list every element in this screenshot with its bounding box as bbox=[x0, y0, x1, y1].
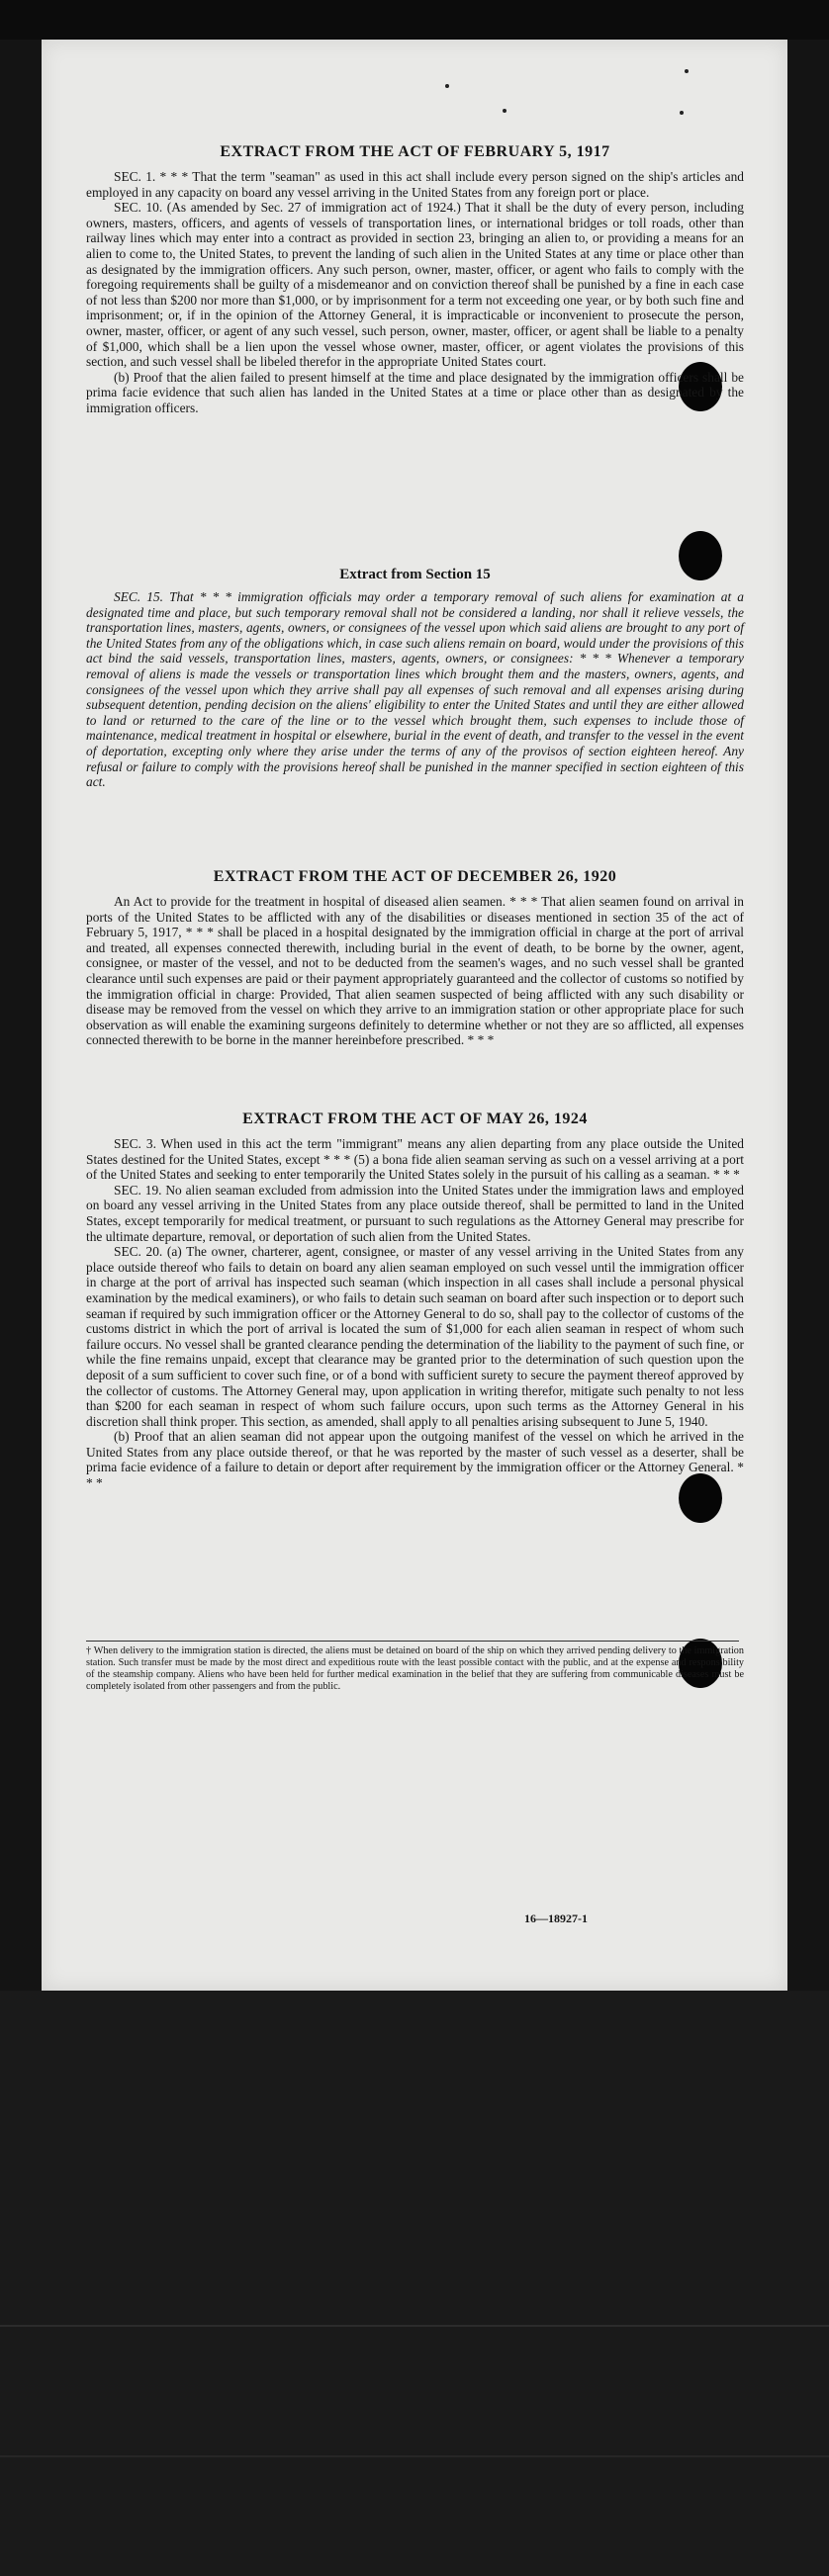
paragraph: SEC. 1. * * * That the term "seaman" as used in this act shall include every person signed on the ship's articles and employed in any capacity on board any vessel arriving in the United States from any foreign port or place. bbox=[86, 169, 744, 200]
paragraph: (b) Proof that the alien failed to present himself at the time and place designated by the immigration officers shall be prima facie evidence that such alien has landed in the United States at a time or place other than as designated by the immigration officers. bbox=[86, 369, 744, 415]
section-heading: EXTRACT FROM THE ACT OF MAY 26, 1924 bbox=[242, 1110, 588, 1127]
scan-speck bbox=[680, 111, 684, 115]
section-heading: EXTRACT FROM THE ACT OF DECEMBER 26, 1920 bbox=[213, 868, 617, 885]
paragraph: SEC. 3. When used in this act the term "immigrant" means any alien departing from any place outside the United States destined for the United States, except * * * (5) a bona fide alien seaman serving as such on a vessel arriving at a port of the United States and seeking to enter temporarily the United States solely in the pursuit of his calling as a seaman. * * * bbox=[86, 1136, 744, 1183]
paragraph: SEC. 15. That * * * immigration officials may order a temporary removal of such aliens for examination at a designated time and place, but such temporary removal shall not be considered a landing, nor shall it relieve vessels, the transportation lines, masters, agents, owners, or consignees of the vessel upon which said aliens are brought to any port of the United States from any of the obligations which, in case such aliens remain on board, would under the provisions of this act bind the said vessels, transportation lines, masters, agents, owners, or consignees: * * * Whenever a temporary removal of aliens is made the vessels or transportation lines which brought them and the masters, owners, agents, and consignees of the vessel upon which they arrive shall pay all expenses of such removal and all expenses arising during subsequent detention, pending decision on the aliens' eligibility to enter the United States and until they are either allowed to land or returned to the care of the line or to the vessel which brought them, such expenses to include those of maintenance, medical treatment in hospital or elsewhere, burial in the event of death, and transfer to the vessel in the event of deportation, excepting only where they arise under the terms of any of the provisos of section eighteen hereof. Any refusal or failure to comply with the provisions hereof shall be punished in the manner specified in section eighteen of this act. bbox=[86, 589, 744, 790]
paragraph: SEC. 20. (a) The owner, charterer, agent, consignee, or master of any vessel arriving in the United States from any place outside thereof who fails to detain on board any alien seaman employed on such vessel until the immigration officer in charge at the port of arrival has inspected such seaman (which inspection in all cases shall include a personal physical examination by the medical examiners), or who fails to detain such seaman on board after such inspection or to deport such seaman if required by such immigration officer or the Attorney General to do so, shall pay to the collector of customs of the customs district in which the port of arrival is located the sum of $1,000 for each alien seaman in respect of whom such failure occurs. No vessel shall be granted clearance pending the determination of the liability to the payment of such fine, or while the fine remains unpaid, except that clearance may be granted prior to the determination of such question upon the deposit of a sum sufficient to cover such fine, or of a bond with sufficient surety to secure the payment thereof approved by the collector of customs. The Attorney General may, upon application in writing therefor, mitigate such penalty to not less than $200 for each seaman in respect of whom such failure occurs, upon such terms as the Attorney General in his discretion shall think proper. This section, as amended, shall apply to all penalties arising subsequent to June 5, 1940. bbox=[86, 1244, 744, 1429]
document-number: 16—18927-1 bbox=[524, 1911, 588, 1925]
film-scratch-line bbox=[0, 2325, 829, 2327]
paragraph: An Act to provide for the treatment in hospital of diseased alien seamen. * * * That alien seamen found on arrival in ports of the United States to be afflicted with any of the disabilities or diseases mentioned in section 35 of the act of February 5, 1917, * * * shall be placed in a hospital designated by the immigration official in charge at the port of arrival and treated, all expenses connected therewith, including burial in the event of death, to be borne by the owner, agent, consignee, or master of the vessel, and not to be deducted from the seamen's wages, and no such vessel shall be granted clearance until such expenses are paid or their payment appropriately guaranteed and the collector of customs so notified by the immigration official in charge: Provided, That alien seamen suspected of being afflicted with any such disability or disease may be removed from the vessel on which they arrive to an immigration station or other appropriate place for such observation as will enable the examining surgeons definitely to determine whether or not they are so afflicted, all expenses connected therewith to be borne in the manner hereinbefore prescribed. * * * bbox=[86, 894, 744, 1048]
footnote: † When delivery to the immigration station is directed, the aliens must be detained on board of the ship on which they arrived pending delivery to the immigration station. Such transfer must be made by the most direct and expeditious route with the least possible contact with the public, and at the expense and responsibility of the steamship company. Aliens who have been held for further medical examination in the belief that they are suffering from communicable diseases must be completely isolated from other passengers and from the public. bbox=[86, 1645, 744, 1692]
section-subheading: Extract from Section 15 bbox=[339, 567, 491, 582]
section-heading: EXTRACT FROM THE ACT OF FEBRUARY 5, 1917 bbox=[220, 143, 610, 160]
film-scratch-line bbox=[0, 2455, 829, 2457]
paragraph: SEC. 10. (As amended by Sec. 27 of immigration act of 1924.) That it shall be the duty of every person, including owners, masters, officers, and agents of vessels of transportation lines, or international bridges or toll roads, other than railway lines which may enter into a contract as provided in section 23, bringing an alien to, or providing a means for an alien to come to, the United States, to prevent the landing of such alien in the United States at any time or place other than as designated by the immigration officers. Any such person, owner, master, officer, or agent who fails to comply with the foregoing requirements shall be guilty of a misdemeanor and on conviction thereof shall be punished by a fine in each case of not less than $200 nor more than $1,000, or by imprisonment for a term not exceeding one year, or by both such fine and imprisonment; or, if in the opinion of the Attorney General, it is impracticable or inconvenient to prosecute the person, owner, master, officer, or agent of any such vessel, such person, owner, master, officer, or agent shall be liable to a penalty of $1,000, which shall be a lien upon the vessel whose owner, master, officer, or agent violates the provisions of this section, and such vessel shall be libeled therefor in the appropriate United States court. bbox=[86, 200, 744, 370]
film-background bbox=[0, 1991, 829, 2576]
scan-speck bbox=[685, 69, 689, 73]
paragraph: (b) Proof that an alien seaman did not appear upon the outgoing manifest of the vessel on which he arrived in the United States from any place outside thereof, or that he was reported by the master of such vessel as a deserter, shall be prima facie evidence of a failure to detain or deport after requirement by the immigration officer or the Attorney General. * * * bbox=[86, 1429, 744, 1491]
section-act-may-1924 bbox=[86, 1110, 744, 1635]
footnote-divider bbox=[86, 1641, 739, 1642]
document-page bbox=[42, 40, 787, 1991]
paragraph: SEC. 19. No alien seaman excluded from admission into the United States under the immigration laws and employed on board any vessel arriving in the United States from any place outside thereof, shall be permitted to land in the United States, except temporarily for medical treatment, or pursuant to such regulations as the Attorney General may prescribe for the ultimate departure, removal, or deportation of such alien from the United States. bbox=[86, 1182, 744, 1244]
document-body bbox=[86, 143, 744, 1693]
scan-speck bbox=[503, 109, 507, 113]
scan-speck bbox=[445, 84, 449, 88]
section-extract-15 bbox=[86, 567, 744, 868]
section-act-feb-1917 bbox=[86, 143, 744, 559]
section-act-dec-1920 bbox=[86, 868, 744, 1110]
scan-top-border bbox=[0, 0, 829, 40]
